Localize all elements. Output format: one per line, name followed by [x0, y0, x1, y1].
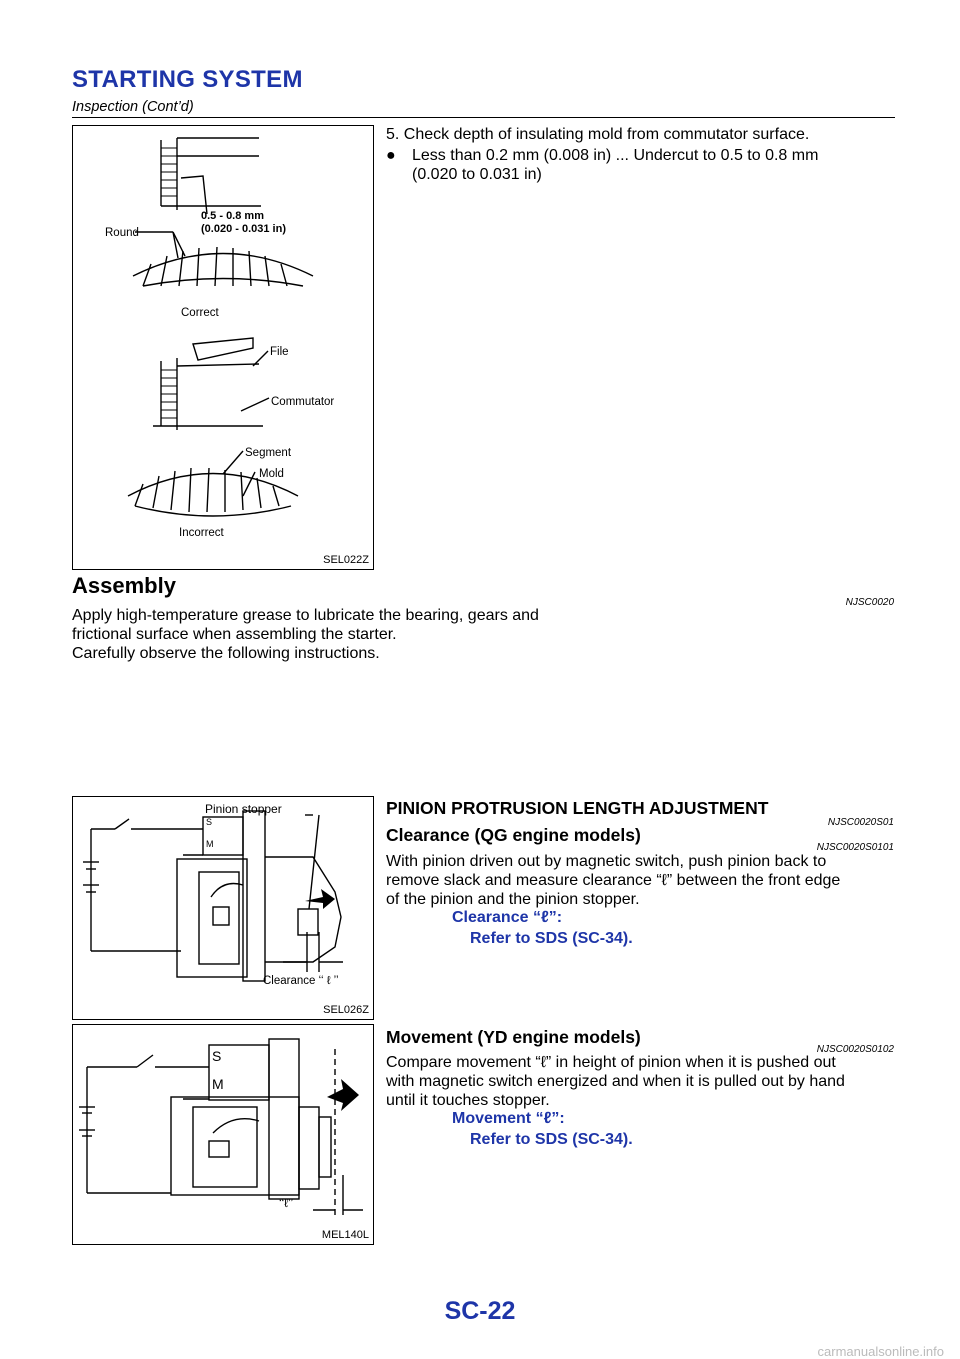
file-label: File — [270, 346, 289, 358]
incorrect-label: Incorrect — [179, 527, 224, 539]
pinion-clearance-drawing — [73, 797, 373, 1019]
figure-pinion-movement — [72, 1024, 374, 1245]
dim-mm-label: 0.5 - 0.8 mm — [201, 210, 264, 222]
mold-label: Mold — [259, 468, 284, 480]
movement-spec-label: Movement “ℓ”: — [452, 1110, 565, 1127]
clearance-ref: NJSC0020S0101 — [816, 842, 894, 853]
clearance-heading: Clearance (QG engine models) — [386, 825, 641, 845]
movement-line3: until it touches stopper. — [386, 1092, 550, 1109]
figure-code: SEL022Z — [323, 554, 369, 566]
figure-commutator — [72, 125, 374, 570]
pin-s-label: S — [206, 817, 213, 827]
clearance-line3: of the pinion and the pinion stopper. — [386, 891, 640, 908]
section-title: STARTING SYSTEM — [72, 66, 303, 93]
mov-ell-label: ‘‘ℓ’’ — [279, 1196, 294, 1210]
step5-text: 5. Check depth of insulating mold from commutator surface. — [386, 126, 810, 143]
watermark: carmanualsonline.info — [817, 1344, 944, 1359]
clearance-fig-label: Clearance ‘‘ ℓ ’’ — [263, 975, 339, 987]
clearance-spec-label: Clearance “ℓ”: — [452, 909, 563, 926]
correct-label: Correct — [181, 307, 219, 319]
assembly-heading: Assembly — [72, 573, 176, 598]
movement-line2: with magnetic switch energized and when it is pulled out by hand — [386, 1073, 845, 1090]
section-subtitle: Inspection (Cont’d) — [72, 99, 194, 115]
pinion-ref: NJSC0020S01 — [827, 817, 894, 828]
commutator-drawing — [73, 126, 373, 569]
assembly-line2: frictional surface when assembling the starter. — [72, 626, 397, 643]
step5-bullet-line2: (0.020 to 0.031 in) — [412, 166, 542, 183]
figure-code: SEL026Z — [323, 1004, 369, 1016]
movement-heading: Movement (YD engine models) — [386, 1027, 641, 1047]
step5-bullet-line1: Less than 0.2 mm (0.008 in) ... Undercut to 0.5 to 0.8 mm — [412, 147, 819, 164]
movement-ref: NJSC0020S0102 — [816, 1044, 894, 1055]
movement-line1: Compare movement “ℓ” in height of pinion when it is pushed out — [386, 1054, 836, 1071]
pinion-stopper-label: Pinion stopper — [205, 802, 282, 816]
assembly-line1: Apply high-temperature grease to lubricate the bearing, gears and — [72, 607, 539, 624]
mov-s-label: S — [212, 1048, 222, 1064]
assembly-line3: Carefully observe the following instructions. — [72, 645, 380, 662]
pinion-heading: PINION PROTRUSION LENGTH ADJUSTMENT — [386, 798, 769, 818]
clearance-line2: remove slack and measure clearance “ℓ” between the front edge — [386, 872, 841, 889]
pinion-movement-drawing — [73, 1025, 373, 1244]
mov-m-label: M — [212, 1076, 224, 1092]
page-number: SC-22 — [444, 1297, 516, 1325]
clearance-line1: With pinion driven out by magnetic switch, push pinion back to — [386, 853, 827, 870]
dim-in-label: (0.020 - 0.031 in) — [201, 223, 286, 235]
bullet-icon: ● — [386, 147, 396, 164]
figure-code: MEL140L — [321, 1229, 369, 1241]
clearance-spec-value: Refer to SDS (SC-34). — [470, 930, 633, 947]
movement-spec-value: Refer to SDS (SC-34). — [470, 1131, 633, 1148]
header-rule — [72, 117, 895, 118]
figure-pinion-clearance — [72, 796, 374, 1020]
pin-m-label: M — [206, 839, 214, 849]
segment-label: Segment — [245, 447, 292, 459]
round-label: Round — [105, 227, 139, 239]
commutator-label: Commutator — [271, 396, 335, 408]
assembly-ref: NJSC0020 — [845, 597, 894, 608]
